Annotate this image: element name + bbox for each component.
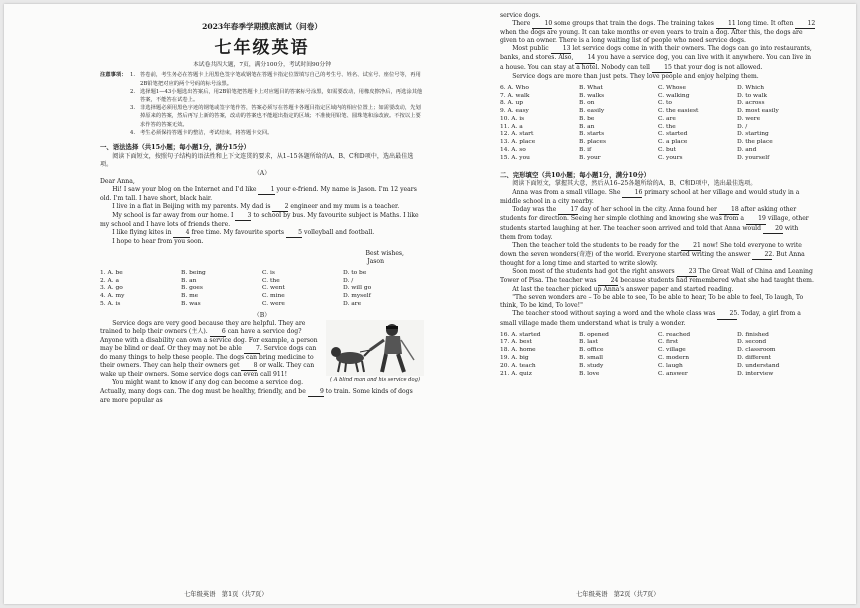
option: D. second xyxy=(737,339,767,346)
section-2-title: 二、完形填空（共10小题；每小题1分，满分10分） xyxy=(500,170,651,179)
blank-13: 13 xyxy=(551,45,571,54)
option: C. mine xyxy=(262,293,285,300)
letter-closing: Best wishes, xyxy=(365,249,404,257)
option: 1. A. be xyxy=(100,269,123,276)
option: C. the xyxy=(658,123,676,130)
options-grid-a xyxy=(100,270,424,309)
option: D. / xyxy=(343,277,354,284)
passage-paragraph: Most public 13 let service dogs come in with their owners. The dogs can go into restaurants, banks, and stores. Also, 14 you have a service dog, you can live with it anywhere. You can live in a house. You can stay at a hotel. Nobody can tell 15 that your dog is not allowed. xyxy=(500,45,816,72)
option: C. are xyxy=(658,115,676,122)
blank-3: 3 xyxy=(235,212,251,221)
exam-sheet xyxy=(4,4,856,604)
option: 6. A. Who xyxy=(500,84,529,91)
note-number: 2. xyxy=(130,88,136,95)
option: 10. A. is xyxy=(500,115,525,122)
option: B. office xyxy=(579,347,604,354)
option: C. the easiest xyxy=(658,108,699,115)
option: C. but xyxy=(658,147,676,153)
cloze-paragraph: Anna was from a small village. She 16 primary school at her village and would study in a middle school in a city nearby. xyxy=(500,189,800,206)
blank-24: 24 xyxy=(598,277,618,286)
section-1-title: 一、语法选择（共15小题；每小题1分，满分15分） xyxy=(100,143,251,152)
blank-15: 15 xyxy=(652,64,672,73)
option: C. went xyxy=(262,285,285,292)
blank-2: 2 xyxy=(272,203,288,212)
exam-notes xyxy=(100,71,424,137)
options-grid-b xyxy=(500,85,816,163)
blank-8: 8 xyxy=(241,362,257,371)
option: B. on xyxy=(579,100,595,107)
blank-18: 18 xyxy=(719,206,739,215)
letter-paragraph: I like flying kites in 4 free time. My favourite sports 5 volleyball and football. xyxy=(100,229,424,238)
blank-20: 20 xyxy=(763,225,783,234)
option: B. study xyxy=(579,362,604,369)
option: B. your xyxy=(579,154,601,161)
option: 8. A. up xyxy=(500,100,524,107)
option: D. yourself xyxy=(737,154,770,161)
option: 15. A. you xyxy=(500,154,530,161)
cloze-paragraph: The teacher stood without saying a word and the whole class was 25. Today, a girl from a small village made them understand what is truly a wonder. xyxy=(500,310,801,327)
option: B. if xyxy=(579,147,592,153)
passage-paragraph: Service dogs are very good because they are helpful. They are trained to help their owners (主人). 6 can have a service dog? Anyone with a disability can own a service dog. For example, a person may be blind or deaf. Or they may not be able 7. Service dogs can do many things to help these people. The dogs can bring medicine to their owners. They can help their owners get 8 or walk. They can wake up their owners. Some service dogs can even call 911! xyxy=(100,319,318,379)
option: C. is xyxy=(262,269,275,276)
note-number: 3. xyxy=(130,105,136,112)
passage-paragraph: There 10 some groups that train the dogs. The training takes 11 long time. It often 12 when the dogs are young. It can take months or even years to train a dog. After this, the dogs are given to an owner. There is a long waiting list of people who need service dogs. xyxy=(500,20,816,45)
option: D. across xyxy=(737,100,765,107)
blank-12: 12 xyxy=(795,20,815,29)
option: B. an xyxy=(181,277,197,284)
cloze-paragraph: Today was the 17 day of her school in the city. Anna found her 18 after asking other students for direction. Seeing her simple clothing and knowing she was from a 19 village, other students started laughing at her. The teacher soon arrived and told that Anna would 20 with them from today. xyxy=(500,206,809,241)
note-number: 4. xyxy=(130,129,136,136)
option: D. myself xyxy=(343,293,371,300)
option: B. starts xyxy=(579,131,605,138)
note-text: 答卷前，考生务必在答题卡上用黑色签字笔或钢笔在答题卡指定位置填写自己的考生号、姓名、试室号、座位号等，再用2B铅笔把对应的两个号码的标号涂黑。 xyxy=(140,72,421,87)
option: C. first xyxy=(658,339,679,346)
blank-10: 10 xyxy=(532,20,552,29)
option: C. village xyxy=(658,347,686,354)
option: 2. A. a xyxy=(100,277,120,284)
option: 9. A. easy xyxy=(500,108,529,115)
page-1 xyxy=(100,12,424,405)
option: C. modern xyxy=(658,355,690,362)
cloze-paragraph: At last the teacher picked up Anna's answer paper and started reading. xyxy=(512,286,734,294)
option: B. What xyxy=(579,84,603,91)
option: B. me xyxy=(181,293,199,300)
blank-19: 19 xyxy=(746,215,766,224)
option: D. starting xyxy=(737,131,769,138)
option: D. different xyxy=(737,355,772,362)
option: D. interview xyxy=(737,370,774,377)
option: 20. A. teach xyxy=(500,362,536,369)
blank-14: 14 xyxy=(575,54,595,63)
option: D. the place xyxy=(737,139,773,146)
part-b-heading: （B） xyxy=(253,311,271,319)
option: D. are xyxy=(343,300,362,307)
blank-16: 16 xyxy=(622,189,642,198)
letter-paragraph: Hi! I saw your blog on the Internet and I'd like 1 your e-friend. My name is Jason. I'm 12 years old. I'm tall. I have short, black hair. xyxy=(100,185,417,203)
exam-title: 2023年春季学期摸底测试（问卷） xyxy=(202,22,322,31)
option: 19. A. big xyxy=(500,355,529,362)
option: C. Whose xyxy=(658,84,686,91)
option: B. easily xyxy=(579,108,605,115)
option: 14. A. so xyxy=(500,147,526,153)
blank-17: 17 xyxy=(558,206,578,215)
blank-6: 6 xyxy=(210,328,226,337)
option: C. a place xyxy=(658,139,688,146)
page-2 xyxy=(500,12,816,378)
option: B. love xyxy=(579,370,600,377)
option: D. understand xyxy=(737,362,780,369)
option: B. being xyxy=(181,269,206,276)
option: C. the xyxy=(262,277,280,284)
option: 12. A. start xyxy=(500,131,534,138)
option: B. last xyxy=(579,339,598,346)
letter-paragraph: I live in a flat in Beijing with my parents. My dad is 2 engineer and my mum is a teacher. xyxy=(100,203,424,212)
blind-man-dog-illustration xyxy=(326,320,424,384)
passage-continuation: service dogs. xyxy=(500,12,541,19)
option: B. was xyxy=(181,300,201,307)
option: 7. A. walk xyxy=(500,92,530,99)
subject-title: 七年级英语 xyxy=(214,38,310,59)
blank-9: 9 xyxy=(308,388,324,397)
illustration-caption: ( A blind man and his service dog) xyxy=(330,376,420,383)
option: B. opened xyxy=(579,331,609,338)
blank-21: 21 xyxy=(681,242,701,251)
letter-paragraph: I hope to hear from you soon. xyxy=(112,238,204,246)
option: D. will go xyxy=(343,285,372,292)
option: 13. A. place xyxy=(500,139,536,146)
cloze-paragraph: Then the teacher told the students to be ready for the 21 now! She told everyone to write down the seven wonders(奇迹) of the world. Everyone started writing the answer 22. But Anna thought for a long time and started to write slowly. xyxy=(500,241,805,267)
blank-1: 1 xyxy=(258,186,274,195)
letter-signature: Jason xyxy=(367,257,384,265)
option: 17. A. best xyxy=(500,339,532,346)
option: 3. A. go xyxy=(100,285,123,292)
page-2-footer: 七年级英语 第2页（共7页） xyxy=(576,591,660,598)
note-text: 选择题1—43小题选出答案后，用2B铅笔把答题卡上对应题目的答案标号涂黑，如需要改动，用橡皮擦净后，再选涂其他答案，不能答在试卷上。 xyxy=(140,88,423,104)
option: B. be xyxy=(579,115,595,122)
option: D. finished xyxy=(737,331,769,338)
note-number: 1. xyxy=(130,72,136,79)
note-text: 考生必须保持答题卡的整洁，考试结束，将答题卡交回。 xyxy=(140,129,273,136)
option: C. answer xyxy=(658,370,688,377)
option: 21. A. quiz xyxy=(500,370,532,377)
exam-info: 本试卷共四大题，7页，满分100分，考试时间90分钟 xyxy=(192,61,332,68)
option: C. were xyxy=(262,300,285,307)
blank-7: 7 xyxy=(244,345,260,354)
blank-25: 25 xyxy=(717,310,737,319)
blank-22: 22 xyxy=(752,251,772,260)
option: C. laugh xyxy=(658,362,683,369)
section-2-instructions: 阅读下面短文，掌握其大意，然后从16–25各题所给的A、B、C和D项中，选出最佳选项。 xyxy=(512,180,757,188)
option: B. goes xyxy=(181,285,203,292)
option: D. were xyxy=(737,115,761,122)
option: D. and xyxy=(737,147,757,153)
letter-paragraph: My school is far away from our home. I 3 to school by bus. My favourite subject is Maths. I like my school and I have lots of friends there. xyxy=(100,212,419,229)
passage-paragraph: Service dogs are more than just pets. They love people and enjoy helping them. xyxy=(512,72,759,80)
section-1-instructions: 阅读下面短文，按照句子结构的语法性和上下文连贯的要求，从1–15各题所给的A、B、C和D项中，选出最佳选项。 xyxy=(100,152,414,168)
option: 16. A. started xyxy=(500,331,541,338)
cloze-paragraph: "The seven wonders are – To be able to see, To be able to hear, To be able to feel, To laugh, To think, To be kind, To love!" xyxy=(500,294,804,310)
option: B. places xyxy=(579,139,607,146)
illustration-svg xyxy=(326,320,424,376)
letter-greeting: Dear Anna, xyxy=(100,177,135,185)
note-text: 非选择题必须用黑色字迹的钢笔或签字笔作答，答案必须写在答题卡各题目指定区域内的相应位置上；如需要改动，先划掉原来的答案，然后再写上新的答案，改动的答案也不能超出指定的区域；不准使用铅笔、圆珠笔和涂改液。不按以上要求作答的答案无效。 xyxy=(140,105,421,128)
option: 5. A. is xyxy=(100,300,121,307)
blank-23: 23 xyxy=(677,268,697,277)
option: D. to walk xyxy=(737,92,768,99)
option: D. Which xyxy=(737,84,765,91)
part-a-heading: （A） xyxy=(253,169,271,177)
options-grid-c xyxy=(500,332,816,379)
blank-4: 4 xyxy=(173,229,189,238)
option: C. walking xyxy=(658,92,690,99)
option: C. to xyxy=(658,100,672,107)
cloze-paragraph: Soon most of the students had got the right answers 23 The Great Wall of China and Leaning Tower of Pisa. The teacher was 24 because students had remembered what she had taught them. xyxy=(500,268,816,286)
option: D. / xyxy=(737,123,748,130)
option: B. walks xyxy=(579,92,605,99)
option: 18. A. home xyxy=(500,347,536,354)
option: 11. A. a xyxy=(500,123,523,130)
option: B. small xyxy=(579,355,603,362)
option: B. an xyxy=(579,123,595,130)
blank-11: 11 xyxy=(716,20,736,29)
notes-label: 注意事项： xyxy=(100,72,127,79)
option: C. reached xyxy=(658,331,691,338)
option: C. started xyxy=(658,131,688,138)
option: 4. A. my xyxy=(100,293,125,300)
page-1-footer: 七年级英语 第1页（共7页） xyxy=(184,591,268,598)
passage-paragraph: You might want to know if any dog can become a service dog. Actually, many dogs can. The dog must be healthy, friendly, and be 9 to train. Some kinds of dogs are more popular as xyxy=(100,379,413,404)
option: D. classroom xyxy=(737,347,776,354)
blank-5: 5 xyxy=(286,229,302,238)
option: D. to be xyxy=(343,269,367,276)
option: C. yours xyxy=(658,154,683,161)
option: D. most easily xyxy=(737,108,779,115)
